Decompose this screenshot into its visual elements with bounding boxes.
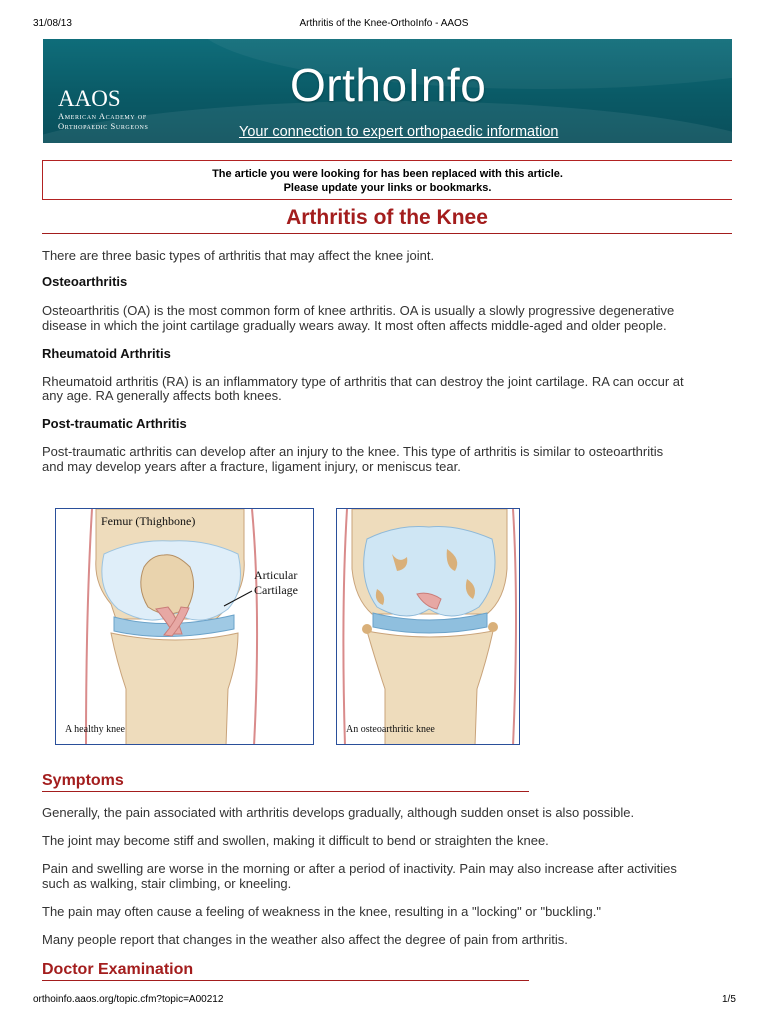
symptoms-paragraph-3-line2: such as walking, stair climbing, or kneeling.	[42, 876, 292, 891]
intro-paragraph: There are three basic types of arthritis that may affect the knee joint.	[42, 248, 435, 263]
symptoms-paragraph-3-line1: Pain and swelling are worse in the morning or after a period of inactivity. Pain may also increase after activities	[42, 861, 677, 876]
symptoms-paragraph-5: Many people report that changes in the weather also affect the degree of pain from arthritis.	[42, 932, 568, 947]
aaos-logo-line2: Orthopaedic Surgeons	[58, 121, 149, 131]
osteoarthritic-knee-figure[interactable]	[336, 508, 520, 745]
healthy-knee-caption: A healthy knee	[65, 724, 125, 735]
aaos-logo-wordmark: AAOS	[58, 86, 121, 111]
aaos-logo-line1: American Academy of	[58, 111, 147, 121]
notice-line2: Please update your links or bookmarks.	[283, 182, 492, 194]
osteoarthritic-knee-caption: An osteoarthritic knee	[346, 724, 435, 735]
post-traumatic-line1: Post-traumatic arthritis can develop after an injury to the knee. This type of arthritis is similar to osteoarthritis	[42, 444, 664, 459]
banner-tagline-link[interactable]: Your connection to expert orthopaedic information	[239, 124, 559, 140]
post-traumatic-line2: and may develop years after a fracture, ligament injury, or meniscus tear.	[42, 459, 461, 474]
orthoinfo-brand[interactable]: OrthoInfo	[290, 59, 487, 111]
rheumatoid-heading: Rheumatoid Arthritis	[42, 346, 171, 361]
symptoms-paragraph-4: The pain may often cause a feeling of weakness in the knee, resulting in a "locking" or "buckling."	[42, 904, 601, 919]
symptoms-paragraph-1: Generally, the pain associated with arthritis develops gradually, although sudden onset is also possible.	[42, 805, 635, 820]
cartilage-label: Cartilage	[254, 583, 298, 597]
aaos-logo[interactable]	[58, 87, 148, 131]
symptoms-paragraph-2: The joint may become stiff and swollen, making it difficult to bend or straighten the knee.	[42, 833, 549, 848]
osteoarthritis-line2: disease in which the joint cartilage gradually wears away. It most often affects middle-aged and older people.	[42, 318, 667, 333]
page-title: Arthritis of the Knee	[286, 206, 488, 229]
healthy-knee-figure[interactable]	[55, 508, 314, 745]
doctor-examination-divider	[42, 980, 529, 981]
print-header	[0, 18, 768, 32]
title-divider	[42, 233, 732, 234]
replaced-article-notice	[42, 160, 732, 200]
articular-label: Articular	[254, 568, 298, 582]
print-page-title: Arthritis of the Knee-OrthoInfo - AAOS	[299, 18, 469, 29]
osteoarthritic-knee-illustration	[337, 509, 520, 745]
symptoms-divider	[42, 791, 529, 792]
femur-label: Femur (Thighbone)	[101, 514, 196, 528]
rheumatoid-line2: any age. RA generally affects both knees.	[42, 388, 282, 403]
osteoarthritis-line1: Osteoarthritis (OA) is the most common form of knee arthritis. OA is usually a slowly progressive degenerative	[42, 303, 675, 318]
symptoms-heading: Symptoms	[42, 772, 124, 789]
print-footer-url: orthoinfo.aaos.org/topic.cfm?topic=A00212	[33, 994, 224, 1005]
osteoarthritis-heading: Osteoarthritis	[42, 274, 128, 289]
rheumatoid-line1: Rheumatoid arthritis (RA) is an inflammatory type of arthritis that can destroy the joint cartilage. RA can occur at	[42, 374, 684, 389]
doctor-examination-heading: Doctor Examination	[42, 961, 194, 978]
print-page-number: 1/5	[722, 994, 736, 1005]
notice-line1: The article you were looking for has been replaced with this article.	[212, 168, 563, 180]
post-traumatic-heading: Post-traumatic Arthritis	[42, 416, 187, 431]
healthy-knee-illustration	[56, 509, 314, 745]
print-date: 31/08/13	[33, 18, 72, 29]
